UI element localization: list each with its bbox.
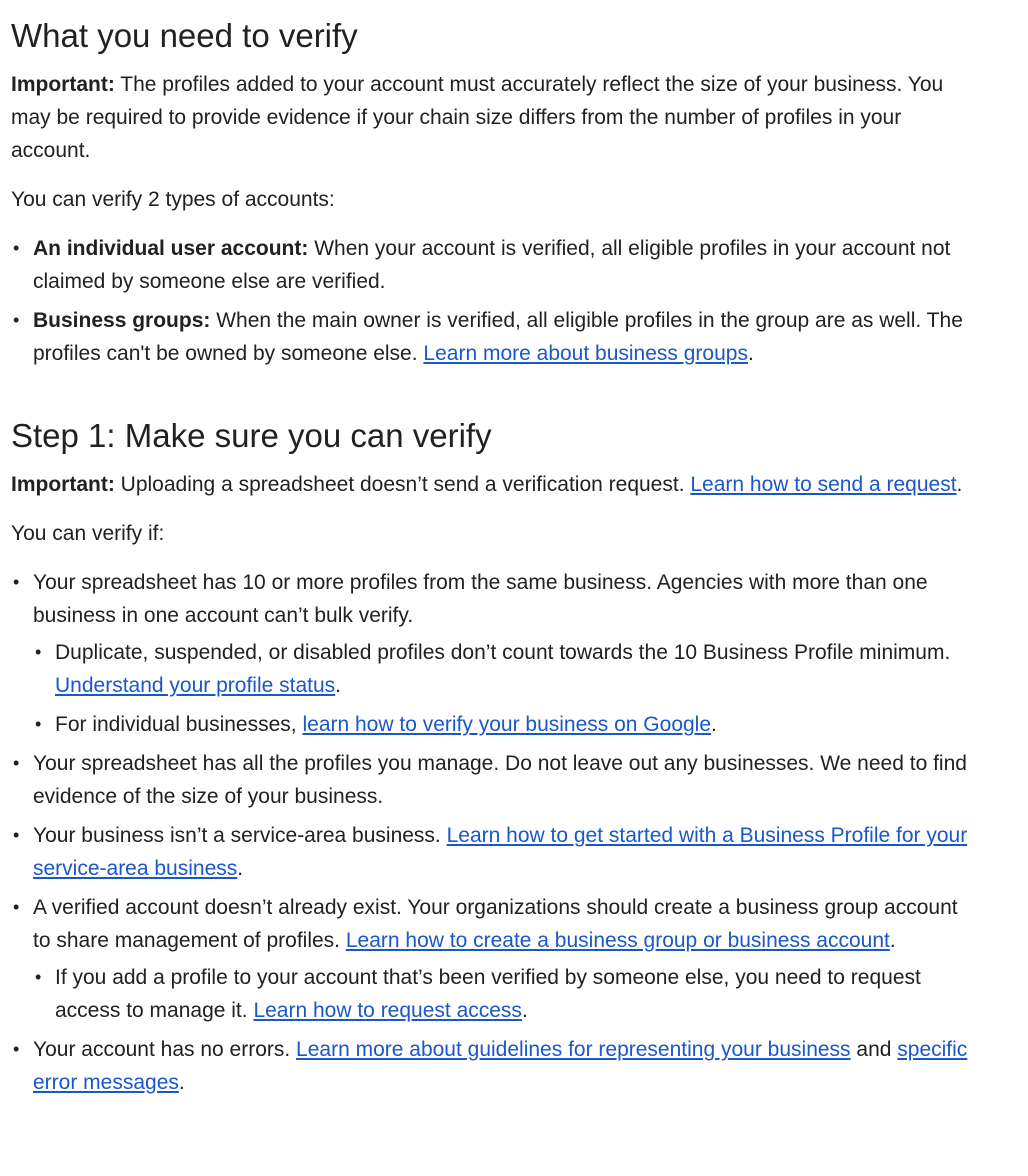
- item-text: and: [850, 1038, 898, 1061]
- account-types-list: [11, 232, 973, 370]
- list-item: [11, 747, 973, 813]
- list-item: [11, 304, 973, 370]
- account-types-intro: You can verify 2 types of accounts:: [11, 188, 335, 211]
- punctuation: .: [335, 674, 341, 697]
- bullet-icon: •: [13, 310, 20, 330]
- guidelines-link[interactable]: Learn more about guidelines for representing your business: [296, 1038, 851, 1061]
- punctuation: .: [711, 713, 717, 736]
- punctuation: .: [889, 929, 896, 952]
- sub-list: [33, 636, 973, 741]
- item-text: Your account has no errors.: [33, 1038, 297, 1061]
- send-request-link[interactable]: Learn how to send a request: [690, 473, 957, 496]
- list-item: [11, 819, 973, 885]
- item-text: Your spreadsheet has 10 or more profiles from the same business. Agencies with more than one business in one account can’t bulk verify.: [33, 571, 928, 627]
- punctuation: .: [747, 342, 754, 365]
- list-item: [11, 566, 973, 741]
- item-label: Business groups:: [33, 309, 211, 332]
- requirements-list: [11, 566, 973, 1099]
- important-label: Important:: [11, 473, 115, 496]
- bullet-icon: •: [35, 642, 42, 662]
- punctuation: .: [237, 857, 244, 880]
- bullet-icon: •: [13, 753, 20, 773]
- important-text: Uploading a spreadsheet doesn’t send a verification request.: [114, 473, 691, 496]
- sub-list: [33, 961, 973, 1027]
- list-item: [11, 232, 973, 298]
- list-item: [11, 1033, 973, 1099]
- punctuation: .: [178, 1071, 185, 1094]
- item-text: When your account is verified, all eligible profiles in your account not claimed by someone else are verified.: [33, 237, 951, 293]
- create-business-group-link[interactable]: Learn how to create a business group or business account: [345, 929, 890, 952]
- sub-list-item: [33, 636, 973, 702]
- profile-status-link[interactable]: Understand your profile status: [55, 674, 336, 697]
- section-heading-step-1: Step 1: Make sure you can verify: [11, 417, 492, 454]
- bullet-icon: •: [35, 967, 42, 987]
- punctuation: .: [521, 999, 528, 1022]
- verify-business-link[interactable]: learn how to verify your business on Google: [302, 713, 712, 736]
- item-text: Duplicate, suspended, or disabled profiles don’t count towards the 10 Business Profile minimum.: [55, 641, 951, 664]
- sub-list-item: [33, 708, 973, 741]
- verify-if-intro: You can verify if:: [11, 522, 165, 545]
- bullet-icon: •: [13, 825, 20, 845]
- item-text: If you add a profile to your account that’s been verified by someone else, you need to request access to manage it.: [55, 966, 921, 1022]
- punctuation: .: [956, 473, 963, 496]
- bullet-icon: •: [13, 897, 20, 917]
- request-access-link[interactable]: Learn how to request access: [253, 999, 522, 1022]
- learn-more-business-groups-link[interactable]: Learn more about business groups: [423, 342, 748, 365]
- bullet-icon: •: [13, 238, 20, 258]
- item-text: Your business isn’t a service-area business.: [33, 824, 447, 847]
- important-label: Important:: [11, 73, 115, 96]
- bullet-icon: •: [13, 572, 20, 592]
- important-note-profiles: [11, 68, 973, 167]
- item-text: When the main owner is verified, all eligible profiles in the group are as well. The profiles can't be owned by someone else.: [33, 309, 963, 365]
- error-messages-link[interactable]: specific error messages: [33, 1038, 968, 1094]
- important-text: The profiles added to your account must accurately reflect the size of your business. You may be required to provide evidence if your chain size differs from the number of profiles in your account.: [11, 73, 944, 162]
- item-label: An individual user account:: [33, 237, 309, 260]
- section-heading-what-you-need: What you need to verify: [11, 17, 358, 54]
- item-text: Your spreadsheet has all the profiles you manage. Do not leave out any businesses. We need to find evidence of the size of your business.: [33, 752, 967, 808]
- item-text: For individual businesses,: [55, 713, 303, 736]
- bullet-icon: •: [35, 714, 42, 734]
- service-area-business-link[interactable]: Learn how to get started with a Business Profile for your service-area business: [33, 824, 968, 880]
- item-text: A verified account doesn’t already exist. Your organizations should create a business group account to share management of profiles.: [33, 896, 958, 952]
- sub-list-item: [33, 961, 973, 1027]
- bullet-icon: •: [13, 1039, 20, 1059]
- important-note-spreadsheet: [11, 468, 973, 501]
- list-item: [11, 891, 973, 1027]
